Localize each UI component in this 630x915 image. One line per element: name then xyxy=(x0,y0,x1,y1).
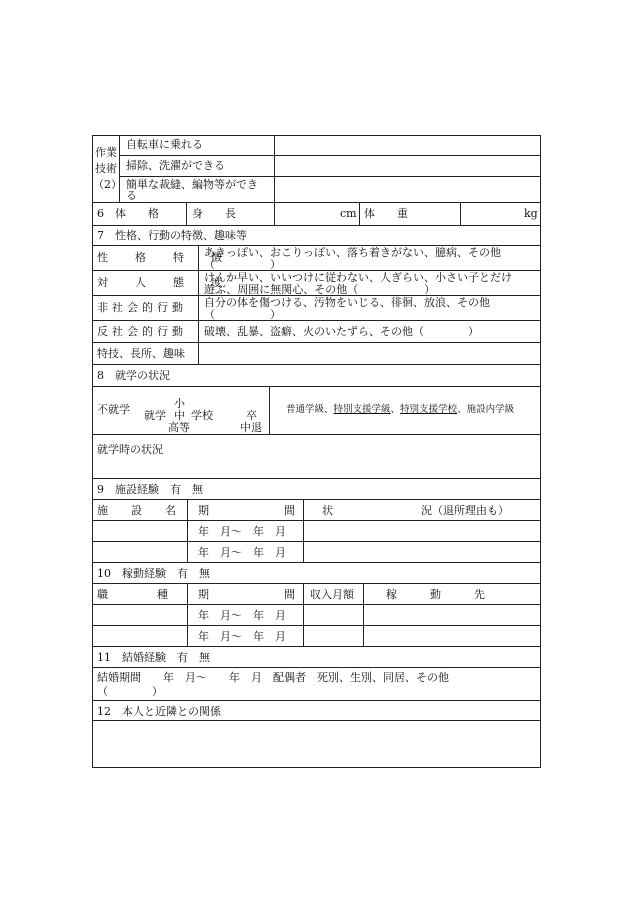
trait-row-options: 破壊、乱暴、盗癖、火のいたずら、その他（ ） xyxy=(204,325,479,338)
rule xyxy=(92,667,541,668)
rule xyxy=(92,562,541,563)
rule xyxy=(92,720,541,721)
school-high: 高等 xyxy=(168,421,190,434)
section-11-title: 11 結婚経験 有 無 xyxy=(97,651,210,664)
skill-item: 簡単な裁縫、編物等ができ xyxy=(126,178,258,191)
school-special: 特別支援学校 xyxy=(400,404,458,415)
col-facility-name: 施 設 名 xyxy=(97,504,182,517)
rule xyxy=(92,202,541,203)
height-unit: cm xyxy=(340,207,357,220)
section-9-title: 9 施設経験 有 無 xyxy=(97,483,203,496)
non-enrolled-option: 不就学 xyxy=(97,403,130,416)
rule xyxy=(92,646,541,647)
rule xyxy=(186,202,187,225)
rule xyxy=(363,583,364,646)
school-small: 小 xyxy=(174,397,185,410)
rule xyxy=(359,202,360,225)
trait-row-label: 反社会的行動 xyxy=(97,325,187,338)
section-7-title: 7 性格、行動の特徴、趣味等 xyxy=(97,229,247,242)
rule xyxy=(269,386,270,434)
rule xyxy=(119,176,540,177)
col-period-start: 期 xyxy=(198,504,209,517)
rule xyxy=(92,342,541,343)
rule xyxy=(92,700,541,701)
section-12-title: 12 本人と近隣との関係 xyxy=(97,705,221,718)
trait-row-other: 遊ぶ、周囲に無関心、その他（ ） xyxy=(204,283,436,296)
trait-row-label: 対 人 態 度 xyxy=(97,276,230,289)
s5-label-line: （2） xyxy=(93,178,122,191)
rule xyxy=(92,478,541,479)
trait-row-label: 特技、長所、趣味 xyxy=(97,347,185,360)
class-special: 特別支援学級 xyxy=(333,404,391,415)
rule xyxy=(92,625,541,626)
rule xyxy=(92,320,541,321)
section-10-title: 10 稼動経験 有 無 xyxy=(97,567,210,580)
col-job-type: 職 種 xyxy=(97,588,172,601)
col-period-end: 間 xyxy=(284,504,295,517)
rule xyxy=(92,583,541,584)
class-facility: 、施設内学級 xyxy=(457,404,515,415)
enrolled-option: 就学 xyxy=(144,409,166,422)
trait-row-other: （ ） xyxy=(204,308,281,321)
section-6-title: 6 体 格 xyxy=(97,207,159,220)
graduate-option: 卒 xyxy=(246,409,257,422)
class-type-options xyxy=(286,405,514,415)
rule xyxy=(92,520,541,521)
section-8-title: 8 就学の状況 xyxy=(97,369,170,382)
rule xyxy=(119,135,120,202)
rule xyxy=(92,499,541,500)
col-period-start: 期 xyxy=(198,588,209,601)
rule xyxy=(187,499,188,562)
trait-row-options: 自分の体を傷つける、汚物をいじる、徘徊、放浪、その他 xyxy=(204,296,490,309)
schooling-status-label: 就学時の状況 xyxy=(97,443,163,456)
col-status: 状 況（退所理由も） xyxy=(322,504,509,517)
col-period-end: 間 xyxy=(284,588,295,601)
class-sep: 、 xyxy=(390,404,401,415)
trait-row-other: （ ） xyxy=(204,258,281,271)
rule xyxy=(92,604,541,605)
period-cell: 年 月〜 年 月 xyxy=(198,546,286,559)
height-label: 身 長 xyxy=(192,207,236,220)
marriage-other-line: （ ） xyxy=(97,685,163,698)
rule xyxy=(187,583,188,646)
school-word: 学校 xyxy=(191,409,213,422)
rule xyxy=(92,541,541,542)
s5-label-line: 作業 xyxy=(95,146,117,159)
skill-item: 掃除、洗濯ができる xyxy=(126,159,225,172)
rule xyxy=(303,499,304,562)
period-cell: 年 月〜 年 月 xyxy=(198,630,286,643)
rule xyxy=(303,583,304,646)
skill-item: 自転車に乗れる xyxy=(126,138,203,151)
s5-label-line: 技術 xyxy=(95,162,117,175)
rule xyxy=(92,386,541,387)
trait-row-options: あきっぽい、おこりっぽい、落ち着きがない、臆病、その他 xyxy=(204,246,501,259)
trait-row-options: けんか早い、いいつけに従わない、人ぎらい、小さい子とだけ xyxy=(204,271,512,284)
marriage-period-line: 結婚期間 年 月〜 年 月 配偶者 死別、生別、同居、その他 xyxy=(97,671,449,684)
rule xyxy=(274,202,275,225)
rule xyxy=(92,225,541,226)
period-cell: 年 月〜 年 月 xyxy=(198,609,286,622)
class-normal: 普通学級、 xyxy=(286,404,334,415)
rule xyxy=(92,364,541,365)
col-workplace: 稼 動 先 xyxy=(386,588,485,601)
period-cell: 年 月〜 年 月 xyxy=(198,525,286,538)
trait-row-label: 性 格 特 徴 xyxy=(97,251,230,264)
trait-row-label: 非社会的行動 xyxy=(97,301,187,314)
rule xyxy=(92,434,541,435)
col-monthly-income: 収入月額 xyxy=(310,588,354,601)
school-middle: 中 xyxy=(174,409,185,422)
weight-unit: kg xyxy=(524,207,538,220)
dropout-option: 中退 xyxy=(240,421,262,434)
rule xyxy=(119,155,540,156)
rule xyxy=(274,135,275,202)
skill-item: る xyxy=(126,189,137,202)
weight-label: 体 重 xyxy=(364,207,408,220)
rule xyxy=(460,202,461,225)
